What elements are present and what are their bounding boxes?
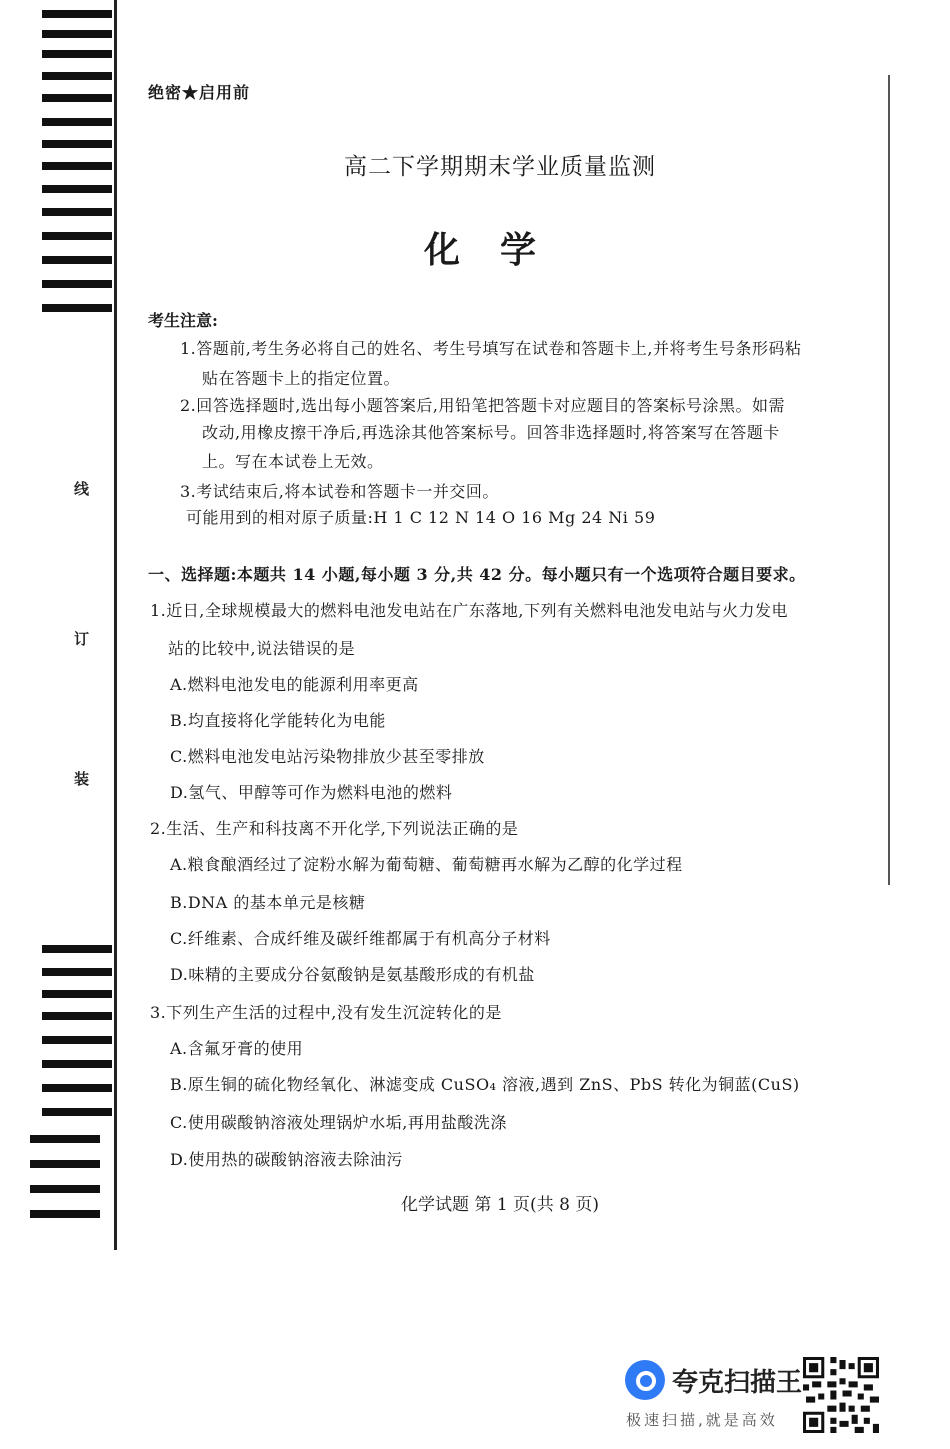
notice-line: 改动,用橡皮擦干净后,再选涂其他答案标号。回答非选择题时,将答案写在答题卡 <box>202 423 780 442</box>
question-1-option-c: C.燃料电池发电站污染物排放少甚至零排放 <box>170 747 485 766</box>
question-1-option-a: A.燃料电池发电的能源利用率更高 <box>170 675 419 694</box>
scanner-slogan: 极速扫描,就是高效 <box>626 1411 778 1429</box>
question-3-stem: 3.下列生产生活的过程中,没有发生沉淀转化的是 <box>150 1003 502 1022</box>
exam-title: 高二下学期期末学业质量监测 <box>344 154 656 180</box>
question-1-stem: 站的比较中,说法错误的是 <box>168 639 356 658</box>
notice-line: 贴在答题卡上的指定位置。 <box>202 369 401 388</box>
question-3-option-c: C.使用碳酸钠溶液处理锅炉水垢,再用盐酸洗涤 <box>170 1113 507 1132</box>
notice-title: 考生注意: <box>148 311 218 330</box>
binding-strip <box>30 0 90 1260</box>
secret-label: 绝密★启用前 <box>148 83 251 102</box>
question-1-option-b: B.均直接将化学能转化为电能 <box>170 711 386 730</box>
binding-mark-bind: 装 <box>74 770 90 788</box>
question-3-option-d: D.使用热的碳酸钠溶液去除油污 <box>170 1150 403 1169</box>
notice-line: 2.回答选择题时,选出每小题答案后,用铅笔把答题卡对应题目的答案标号涂黑。如需 <box>180 396 785 415</box>
subject-title: 化学 <box>423 229 576 271</box>
question-2-stem: 2.生活、生产和科技离不开化学,下列说法正确的是 <box>150 819 519 838</box>
question-2-option-b: B.DNA 的基本单元是核糖 <box>170 893 366 912</box>
atomic-mass-line: 可能用到的相对原子质量:H 1 C 12 N 14 O 16 Mg 24 Ni 59 <box>186 508 656 527</box>
right-margin-rule <box>888 75 890 885</box>
question-1-stem: 1.近日,全球规模最大的燃料电池发电站在广东落地,下列有关燃料电池发电站与火力发电 <box>150 601 788 620</box>
qr-code-icon <box>803 1357 879 1433</box>
notice-line: 上。写在本试卷上无效。 <box>202 452 384 471</box>
scanner-app-name: 夸克扫描王 <box>672 1368 803 1398</box>
question-2-option-c: C.纤维素、合成纤维及碳纤维都属于有机高分子材料 <box>170 929 551 948</box>
notice-line: 1.答题前,考生务必将自己的姓名、考生号填写在试卷和答题卡上,并将考生号条形码粘 <box>180 339 802 358</box>
question-2-option-d: D.味精的主要成分谷氨酸钠是氨基酸形成的有机盐 <box>170 965 535 984</box>
notice-line: 3.考试结束后,将本试卷和答题卡一并交回。 <box>180 482 499 501</box>
question-3-option-b: B.原生铜的硫化物经氧化、淋滤变成 CuSO₄ 溶液,遇到 ZnS、PbS 转化为铜蓝(CuS) <box>170 1075 800 1094</box>
question-3-option-a: A.含氟牙膏的使用 <box>170 1039 304 1058</box>
section-heading: 一、选择题:本题共 14 小题,每小题 3 分,共 42 分。每小题只有一个选项符合题目要求。 <box>148 565 806 584</box>
binding-mark-line: 线 <box>74 480 90 498</box>
question-2-option-a: A.粮食酿酒经过了淀粉水解为葡萄糖、葡萄糖再水解为乙醇的化学过程 <box>170 855 683 874</box>
question-1-option-d: D.氢气、甲醇等可作为燃料电池的燃料 <box>170 783 453 802</box>
binding-mark-staple: 订 <box>74 630 90 648</box>
scanner-logo-icon <box>625 1360 665 1400</box>
page-footer: 化学试题 第 1 页(共 8 页) <box>401 1195 599 1215</box>
